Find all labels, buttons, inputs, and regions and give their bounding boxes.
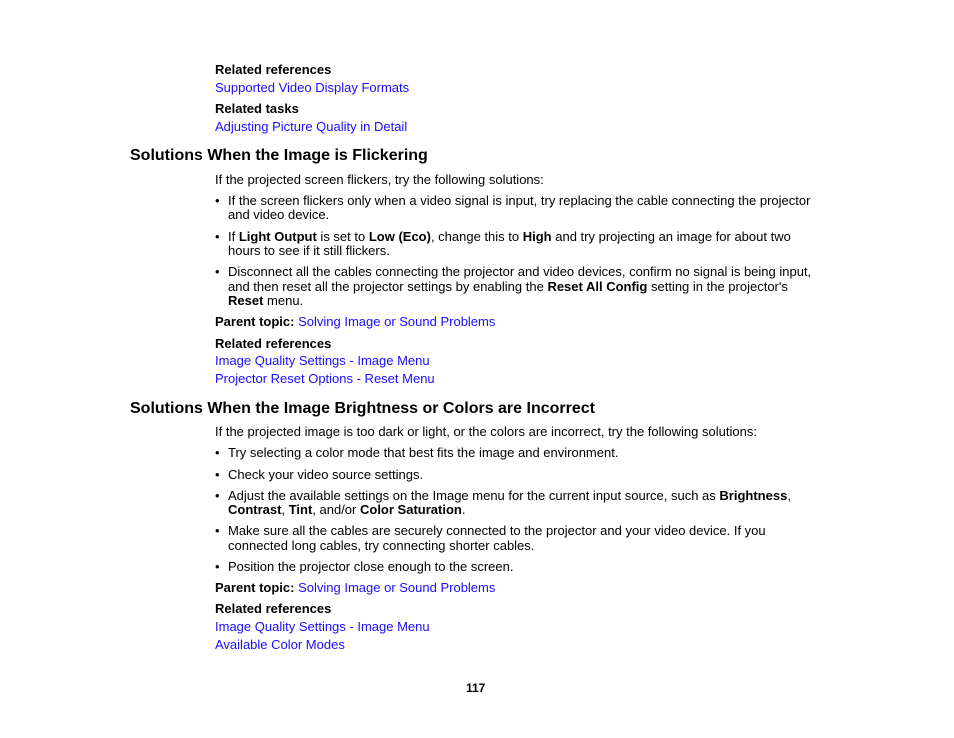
list-item-text: If Light Output is set to Low (Eco), change this to High and try projecting an image for about two	[228, 229, 791, 244]
list-item-text: Disconnect all the cables connecting the projector and video devices, confirm no signal is being input,	[228, 264, 812, 279]
list-item	[215, 264, 835, 310]
emphasis-light-output: Light Output	[238, 229, 317, 244]
list-item	[215, 193, 835, 223]
list-item-text: Check your video source settings.	[228, 467, 424, 482]
list-item-text: and then reset all the projector settings by enabling the Reset All Config setting in the projector's	[228, 279, 788, 294]
related-references-label: Related references	[215, 601, 332, 616]
list-item	[215, 467, 835, 483]
list-item	[215, 559, 835, 575]
section-heading-brightness: Solutions When the Image Brightness or Colors are Incorrect	[130, 400, 595, 417]
list-item	[215, 523, 835, 553]
list-item-text: Contrast, Tint, and/or Color Saturation.	[228, 502, 466, 517]
emphasis-low-eco: Low (Eco)	[368, 229, 431, 244]
link-solving-image-sound-problems[interactable]: Solving Image or Sound Problems	[298, 314, 496, 329]
list-item	[215, 445, 835, 461]
list-item-text: Make sure all the cables are securely connected to the projector and your video device. If you	[228, 523, 766, 538]
link-adjusting-picture-quality[interactable]: Adjusting Picture Quality in Detail	[215, 119, 408, 134]
page-number: 117	[466, 681, 486, 695]
related-references-label: Related references	[215, 336, 332, 351]
list-item-text: Adjust the available settings on the Image menu for the current input source, such as Brightness,	[228, 488, 791, 503]
parent-topic	[215, 580, 495, 596]
parent-topic	[215, 314, 495, 330]
link-projector-reset-options[interactable]: Projector Reset Options - Reset Menu	[215, 371, 435, 386]
brightness-intro: If the projected image is too dark or light, or the colors are incorrect, try the following solutions:	[215, 424, 757, 439]
list-item-text: If the screen flickers only when a video signal is input, try replacing the cable connecting the projector	[228, 193, 811, 208]
bullet-icon: •	[215, 467, 220, 482]
emphasis-high: High	[522, 229, 552, 244]
list-item	[215, 229, 835, 259]
bullet-icon: •	[215, 193, 220, 208]
bullet-icon: •	[215, 523, 220, 538]
bullet-icon: •	[215, 445, 220, 460]
link-available-color-modes[interactable]: Available Color Modes	[215, 637, 345, 652]
emphasis-color-saturation: Color Saturation	[359, 502, 462, 517]
list-item-text: Reset menu.	[228, 293, 304, 308]
list-item-text: Try selecting a color mode that best fits the image and environment.	[228, 445, 619, 460]
link-image-quality-settings[interactable]: Image Quality Settings - Image Menu	[215, 619, 430, 634]
bullet-icon: •	[215, 559, 220, 574]
parent-topic-label: Parent topic:	[215, 314, 295, 329]
link-image-quality-settings[interactable]: Image Quality Settings - Image Menu	[215, 353, 430, 368]
emphasis-reset-all-config: Reset All Config	[547, 279, 648, 294]
bullet-icon: •	[215, 229, 220, 244]
related-references-label: Related references	[215, 62, 332, 77]
list-item-text: connected long cables, try connecting shorter cables.	[228, 538, 535, 553]
link-supported-video-display-formats[interactable]: Supported Video Display Formats	[215, 80, 410, 95]
list-item-text: Position the projector close enough to the screen.	[228, 559, 514, 574]
emphasis-reset: Reset	[228, 293, 264, 308]
section-heading-flickering: Solutions When the Image is Flickering	[130, 147, 428, 164]
bullet-icon: •	[215, 488, 220, 503]
parent-topic-label: Parent topic:	[215, 580, 295, 595]
list-item-text: and video device.	[228, 207, 330, 222]
bullet-icon: •	[215, 264, 220, 279]
flicker-intro: If the projected screen flickers, try the following solutions:	[215, 172, 544, 187]
related-tasks-label: Related tasks	[215, 101, 299, 116]
emphasis-tint: Tint	[288, 502, 313, 517]
list-item-text: hours to see if it still flickers.	[228, 243, 390, 258]
emphasis-contrast: Contrast	[228, 502, 282, 517]
emphasis-brightness: Brightness	[719, 488, 788, 503]
list-item	[215, 488, 835, 518]
link-solving-image-sound-problems[interactable]: Solving Image or Sound Problems	[298, 580, 496, 595]
